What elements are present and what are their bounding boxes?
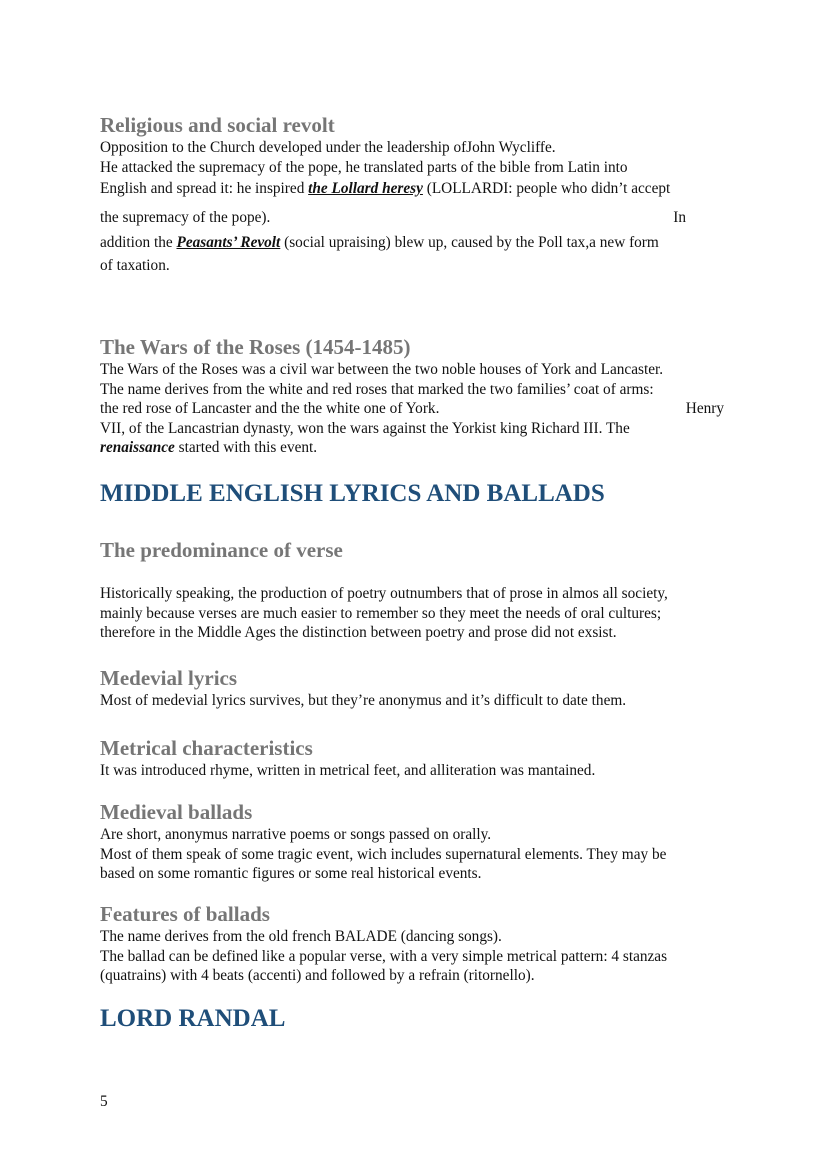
renaissance-term: renaissance xyxy=(100,439,175,457)
heading-middle-english: MIDDLE ENGLISH LYRICS AND BALLADS xyxy=(100,480,605,507)
text-line xyxy=(100,233,732,253)
heading-wars-of-roses: The Wars of the Roses (1454-1485) xyxy=(100,335,411,359)
text-line: The ballad can be defined like a popular verse, with a very simple metrical pattern: 4 stanzas xyxy=(100,947,668,965)
text-fragment: addition the xyxy=(100,234,177,252)
text-fragment: In xyxy=(673,208,686,226)
text-fragment: Henry xyxy=(685,400,724,418)
section-metrical-characteristics xyxy=(100,735,732,781)
peasants-revolt-term: Peasants’ Revolt xyxy=(176,234,281,252)
text-line xyxy=(100,399,732,419)
section-predominance-of-verse xyxy=(100,537,732,643)
section-medieval-ballads xyxy=(100,799,732,884)
text-line: The name derives from the white and red roses that marked the two families’ coat of arms: xyxy=(100,380,654,398)
text-line: The Wars of the Roses was a civil war between the two noble houses of York and Lancaster. xyxy=(100,361,664,378)
paragraph-religious-revolt xyxy=(100,138,732,276)
text-line: The name derives from the old french BALADE (dancing songs). xyxy=(100,928,502,945)
paragraph-medieval-ballads xyxy=(100,825,732,884)
text-line: He attacked the supremacy of the pope, he translated parts of the bible from Latin into xyxy=(100,158,628,176)
text-line: therefore in the Middle Ages the distinction between poetry and prose did not exsist. xyxy=(100,624,617,642)
text-fragment: started with this event. xyxy=(174,439,318,457)
paragraph-metrical-characteristics xyxy=(100,761,732,781)
text-fragment: the supremacy of the pope). xyxy=(100,208,271,226)
text-line: Most of medevial lyrics survives, but they’re anonymus and it’s difficult to date them. xyxy=(100,692,627,709)
text-line: mainly because verses are much easier to remember so they meet the needs of oral cultures; xyxy=(100,604,662,622)
page-number: 5 xyxy=(100,1093,108,1110)
text-line: Most of them speak of some tragic event, wich includes supernatural elements. They may be xyxy=(100,845,667,863)
heading-features-of-ballads: Features of ballads xyxy=(100,902,270,926)
text-fragment: (LOLLARDI: people who didn’t accept xyxy=(422,180,671,198)
text-line xyxy=(100,179,732,199)
heading-metrical-characteristics: Metrical characteristics xyxy=(100,736,313,760)
paragraph-medevial-lyrics xyxy=(100,691,732,711)
section-religious-revolt xyxy=(100,112,732,276)
paragraph-wars-of-roses xyxy=(100,360,732,458)
text-fragment: the red rose of Lancaster and the the white one of York. xyxy=(100,400,440,418)
text-fragment: English and spread it: he inspired xyxy=(100,180,309,198)
text-line: It was introduced rhyme, written in metrical feet, and alliteration was mantained. xyxy=(100,762,596,779)
text-line: (quatrains) with 4 beats (accenti) and followed by a refrain (ritornello). xyxy=(100,967,535,985)
text-line: Are short, anonymus narrative poems or songs passed on orally. xyxy=(100,826,492,843)
heading-lord-randal: LORD RANDAL xyxy=(100,1005,286,1032)
heading-religious-revolt: Religious and social revolt xyxy=(100,113,335,137)
heading-predominance-of-verse: The predominance of verse xyxy=(100,538,343,562)
text-line: of taxation. xyxy=(100,256,170,274)
section-wars-of-roses xyxy=(100,334,732,458)
heading-medieval-ballads: Medieval ballads xyxy=(100,800,253,824)
text-line: VII, of the Lancastrian dynasty, won the wars against the Yorkist king Richard III. The xyxy=(100,419,630,437)
text-line: Opposition to the Church developed under the leadership ofJohn Wycliffe. xyxy=(100,139,556,156)
section-lord-randal xyxy=(100,1004,732,1034)
text-line: Historically speaking, the production of poetry outnumbers that of prose in almos all society, xyxy=(100,585,668,602)
paragraph-features-of-ballads xyxy=(100,927,732,986)
text-fragment: (social upraising) blew up, caused by the Poll tax,a new form xyxy=(280,234,659,252)
text-line: based on some romantic figures or some real historical events. xyxy=(100,865,482,883)
text-line xyxy=(100,438,732,458)
section-middle-english xyxy=(100,479,732,509)
paragraph-predominance-of-verse xyxy=(100,584,732,643)
section-features-of-ballads xyxy=(100,901,732,986)
text-line xyxy=(100,208,732,228)
lollard-heresy-term: the Lollard heresy xyxy=(308,180,423,198)
section-medevial-lyrics xyxy=(100,665,732,711)
heading-medevial-lyrics: Medevial lyrics xyxy=(100,666,238,690)
